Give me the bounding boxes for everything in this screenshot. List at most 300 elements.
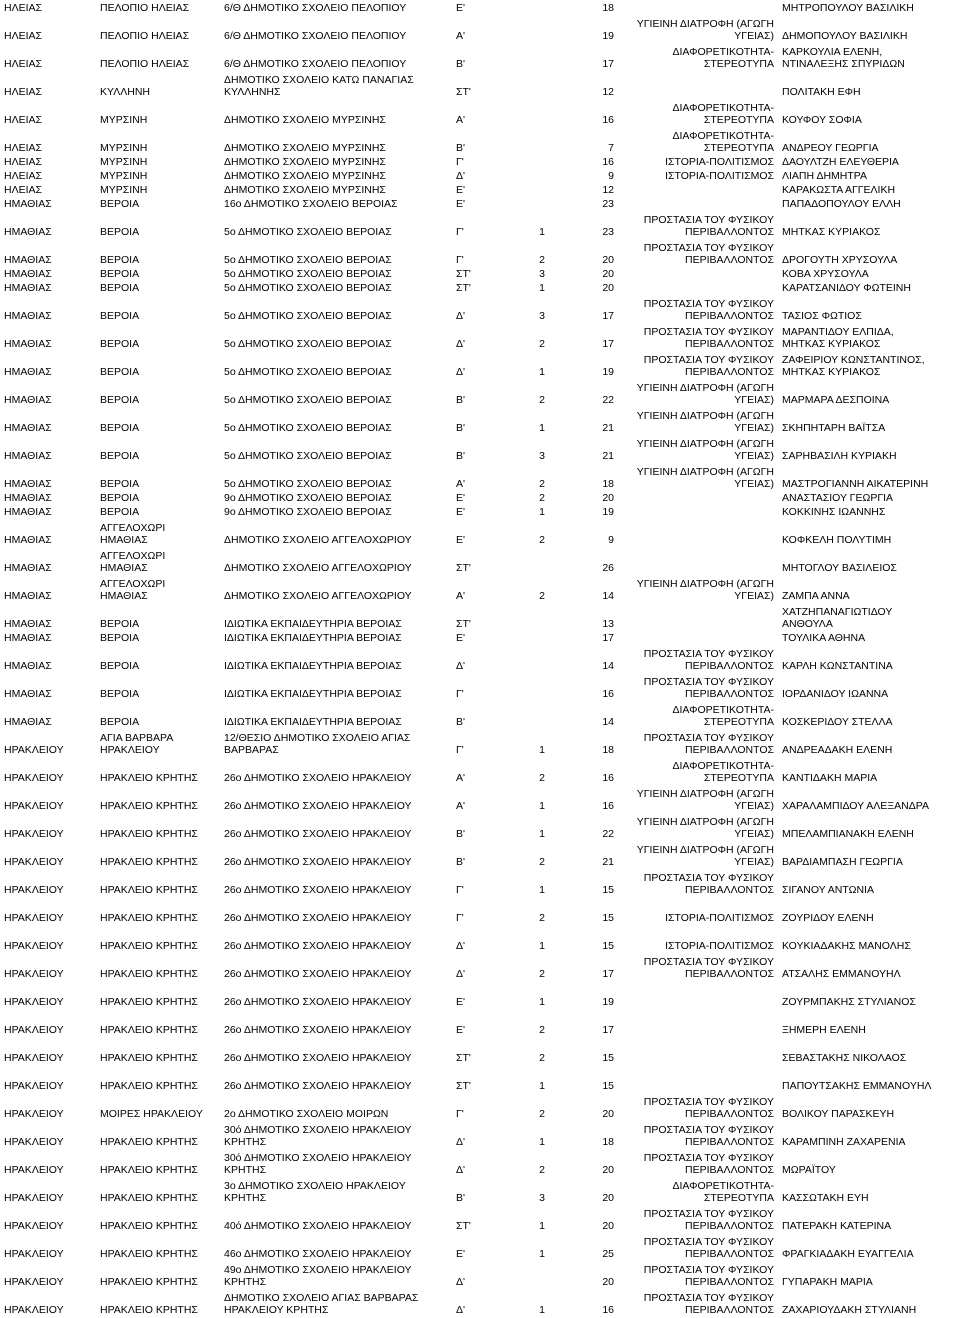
prefecture-cell: ΗΜΑΘΙΑΣ (4, 254, 52, 266)
table-row (0, 602, 960, 630)
table-row (0, 728, 960, 756)
students-cell: 20 (602, 1220, 614, 1232)
students-cell: 21 (602, 422, 614, 434)
section-cell: 2 (539, 856, 545, 868)
topic-cell: ΥΓΙΕΙΝΗ ΔΙΑΤΡΟΦΗ (ΑΓΩΓΗ ΥΓΕΙΑΣ) (636, 788, 774, 812)
area-cell: ΗΡΑΚΛΕΙΟ ΚΡΗΤΗΣ (100, 940, 198, 952)
school-cell: 5ο ΔΗΜΟΤΙΚΟ ΣΧΟΛΕΙΟ ΒΕΡΟΙΑΣ (224, 338, 392, 350)
school-cell: 2ο ΔΗΜΟΤΙΚΟ ΣΧΟΛΕΙΟ ΜΟΙΡΩΝ (224, 1108, 389, 1120)
prefecture-cell: ΗΡΑΚΛΕΙΟΥ (4, 1080, 64, 1092)
table-row (0, 812, 960, 840)
students-cell: 12 (602, 86, 614, 98)
school-cell: 5ο ΔΗΜΟΤΙΚΟ ΣΧΟΛΕΙΟ ΒΕΡΟΙΑΣ (224, 254, 392, 266)
class-cell: ΣΤ' (456, 1220, 471, 1232)
prefecture-cell: ΗΡΑΚΛΕΙΟΥ (4, 1136, 64, 1148)
topic-cell: ΔΙΑΦΟΡΕΤΙΚΟΤΗΤΑ- ΣΤΕΡΕΟΤΥΠΑ (672, 760, 774, 784)
topic-cell: ΠΡΟΣΤΑΣΙΑ ΤΟΥ ΦΥΣΙΚΟΥ ΠΕΡΙΒΑΛΛΟΝΤΟΣ (643, 676, 774, 700)
class-cell: Α' (456, 800, 466, 812)
class-cell: Ε' (456, 506, 466, 518)
topic-cell: ΔΙΑΦΟΡΕΤΙΚΟΤΗΤΑ- ΣΤΕΡΕΟΤΥΠΑ (672, 130, 774, 154)
section-cell: 1 (539, 506, 545, 518)
prefecture-cell: ΗΡΑΚΛΕΙΟΥ (4, 856, 64, 868)
prefecture-cell: ΗΜΑΘΙΑΣ (4, 688, 52, 700)
class-cell: Α' (456, 590, 466, 602)
section-cell: 2 (539, 590, 545, 602)
area-cell: ΒΕΡΟΙΑ (100, 268, 140, 280)
students-cell: 16 (602, 114, 614, 126)
teacher-cell: ΚΟΒΑ ΧΡΥΣΟΥΛΑ (782, 268, 869, 280)
students-cell: 15 (602, 1080, 614, 1092)
students-cell: 17 (602, 338, 614, 350)
table-row (0, 126, 960, 154)
area-cell: ΗΡΑΚΛΕΙΟ ΚΡΗΤΗΣ (100, 1248, 198, 1260)
school-cell: 5ο ΔΗΜΟΤΙΚΟ ΣΧΟΛΕΙΟ ΒΕΡΟΙΑΣ (224, 478, 392, 490)
section-cell: 3 (539, 450, 545, 462)
area-cell: ΗΡΑΚΛΕΙΟ ΚΡΗΤΗΣ (100, 968, 198, 980)
teacher-cell: ΣΕΒΑΣΤΑΚΗΣ ΝΙΚΟΛΑΟΣ (782, 1052, 907, 1064)
area-cell: ΒΕΡΟΙΑ (100, 198, 140, 210)
section-cell (512, 630, 572, 644)
students-cell: 17 (602, 1024, 614, 1036)
prefecture-cell: ΗΜΑΘΙΑΣ (4, 632, 52, 644)
table-row (0, 1036, 960, 1064)
topic-cell (618, 182, 778, 196)
topic-cell: ΠΡΟΣΤΑΣΙΑ ΤΟΥ ΦΥΣΙΚΟΥ ΠΕΡΙΒΑΛΛΟΝΤΟΣ (643, 1236, 774, 1260)
class-cell: ΣΤ' (456, 268, 471, 280)
school-cell: 49ο ΔΗΜΟΤΙΚΟ ΣΧΟΛΕΙΟ ΗΡΑΚΛΕΙΟΥ ΚΡΗΤΗΣ (224, 1264, 412, 1288)
class-cell: Γ' (456, 688, 464, 700)
teacher-cell: ΠΑΤΕΡΑΚΗ ΚΑΤΕΡΙΝΑ (782, 1220, 892, 1232)
prefecture-cell: ΗΜΑΘΙΑΣ (4, 492, 52, 504)
prefecture-cell: ΗΡΑΚΛΕΙΟΥ (4, 1276, 64, 1288)
table-row (0, 238, 960, 266)
area-cell: ΜΥΡΣΙΝΗ (100, 114, 148, 126)
teacher-cell: ΚΟΥΚΙΑΔΑΚΗΣ ΜΑΝΟΛΗΣ (782, 940, 911, 952)
class-cell: Δ' (456, 1276, 466, 1288)
area-cell: ΒΕΡΟΙΑ (100, 478, 140, 490)
area-cell: ΒΕΡΟΙΑ (100, 716, 140, 728)
students-cell: 25 (602, 1248, 614, 1260)
section-cell: 1 (539, 226, 545, 238)
topic-cell: ΥΓΙΕΙΝΗ ΔΙΑΤΡΟΦΗ (ΑΓΩΓΗ ΥΓΕΙΑΣ) (636, 466, 774, 490)
topic-cell: ΔΙΑΦΟΡΕΤΙΚΟΤΗΤΑ- ΣΤΕΡΕΟΤΥΠΑ (672, 102, 774, 126)
table-row (0, 1092, 960, 1120)
students-cell: 16 (602, 1304, 614, 1316)
students-cell: 7 (608, 142, 614, 154)
school-cell: 5ο ΔΗΜΟΤΙΚΟ ΣΧΟΛΕΙΟ ΒΕΡΟΙΑΣ (224, 268, 392, 280)
topic-cell (618, 70, 778, 98)
section-cell: 2 (539, 912, 545, 924)
teacher-cell: ΦΡΑΓΚΙΑΔΑΚΗ ΕΥΑΓΓΕΛΙΑ (782, 1248, 914, 1260)
teacher-cell: ΞΗΜΕΡΗ ΕΛΕΝΗ (782, 1024, 866, 1036)
topic-cell (618, 266, 778, 280)
class-cell: ΣΤ' (456, 1080, 471, 1092)
prefecture-cell: ΗΡΑΚΛΕΙΟΥ (4, 1164, 64, 1176)
class-cell: Δ' (456, 170, 466, 182)
area-cell: ΒΕΡΟΙΑ (100, 450, 140, 462)
prefecture-cell: ΗΡΑΚΛΕΙΟΥ (4, 1220, 64, 1232)
section-cell: 2 (539, 1108, 545, 1120)
class-cell: Ε' (456, 1024, 466, 1036)
school-cell: 26ο ΔΗΜΟΤΙΚΟ ΣΧΟΛΕΙΟ ΗΡΑΚΛΕΙΟΥ (224, 912, 412, 924)
topic-cell: ΔΙΑΦΟΡΕΤΙΚΟΤΗΤΑ- ΣΤΕΡΕΟΤΥΠΑ (672, 1180, 774, 1204)
section-cell: 3 (539, 310, 545, 322)
table-row (0, 266, 960, 280)
teacher-cell: ΤΟΥΛΙΚΑ ΑΘΗΝΑ (782, 632, 866, 644)
area-cell: ΜΥΡΣΙΝΗ (100, 170, 148, 182)
students-cell: 17 (602, 58, 614, 70)
prefecture-cell: ΗΜΑΘΙΑΣ (4, 366, 52, 378)
class-cell: Α' (456, 772, 466, 784)
section-cell (512, 42, 572, 70)
students-cell: 20 (602, 492, 614, 504)
school-cell: 40ό ΔΗΜΟΤΙΚΟ ΣΧΟΛΕΙΟ ΗΡΑΚΛΕΙΟΥ (224, 1220, 412, 1232)
teacher-cell: ΚΑΡΚΟΥΛΙΑ ΕΛΕΝΗ, ΝΤΙΝΑΛΕΞΗΣ ΣΠΥΡΙΔΩΝ (782, 46, 905, 70)
school-cell: 5ο ΔΗΜΟΤΙΚΟ ΣΧΟΛΕΙΟ ΒΕΡΟΙΑΣ (224, 422, 392, 434)
teacher-cell: ΑΝΑΣΤΑΣΙΟΥ ΓΕΩΡΓΙΑ (782, 492, 894, 504)
teacher-cell: ΚΟΦΚΕΛΗ ΠΟΛΥΤΙΜΗ (782, 534, 892, 546)
section-cell (512, 700, 572, 728)
students-cell: 19 (602, 366, 614, 378)
section-cell: 2 (539, 1024, 545, 1036)
area-cell: ΗΡΑΚΛΕΙΟ ΚΡΗΤΗΣ (100, 1052, 198, 1064)
students-cell: 12 (602, 184, 614, 196)
class-cell: Δ' (456, 366, 466, 378)
class-cell: Β' (456, 142, 466, 154)
teacher-cell: ΚΟΣΚΕΡΙΔΟΥ ΣΤΕΛΛΑ (782, 716, 893, 728)
prefecture-cell: ΗΛΕΙΑΣ (4, 184, 43, 196)
teacher-cell: ΖΑΜΠΑ ΑΝΝΑ (782, 590, 850, 602)
table-row (0, 1204, 960, 1232)
topic-cell (618, 980, 778, 1008)
topic-cell: ΥΓΙΕΙΝΗ ΔΙΑΤΡΟΦΗ (ΑΓΩΓΗ ΥΓΕΙΑΣ) (636, 438, 774, 462)
area-cell: ΑΓΙΑ ΒΑΡΒΑΡΑ ΗΡΑΚΛΕΙΟΥ (100, 732, 174, 756)
school-cell: ΔΗΜΟΤΙΚΟ ΣΧΟΛΕΙΟ ΑΓΙΑΣ ΒΑΡΒΑΡΑΣ ΗΡΑΚΛΕΙΟΥ ΚΡΗΤΗΣ (224, 1292, 419, 1316)
class-cell: Δ' (456, 1304, 466, 1316)
teacher-cell: ΒΑΡΔΙΑΜΠΑΣΗ ΓΕΩΡΓΙΑ (782, 856, 903, 868)
class-cell: Γ' (456, 254, 464, 266)
class-cell: Β' (456, 856, 466, 868)
table-row (0, 574, 960, 602)
school-cell: 46ο ΔΗΜΟΤΙΚΟ ΣΧΟΛΕΙΟ ΗΡΑΚΛΕΙΟΥ (224, 1248, 412, 1260)
teacher-cell: ΖΟΥΡΙΔΟΥ ΕΛΕΝΗ (782, 912, 874, 924)
topic-cell: ΠΡΟΣΤΑΣΙΑ ΤΟΥ ΦΥΣΙΚΟΥ ΠΕΡΙΒΑΛΛΟΝΤΟΣ (643, 1124, 774, 1148)
area-cell: ΑΓΓΕΛΟΧΩΡΙ ΗΜΑΘΙΑΣ (100, 522, 166, 546)
section-cell: 2 (539, 394, 545, 406)
section-cell (512, 14, 572, 42)
teacher-cell: ΜΑΡΜΑΡΑ ΔΕΣΠΟΙΝΑ (782, 394, 890, 406)
students-cell: 15 (602, 884, 614, 896)
section-cell (512, 0, 572, 14)
prefecture-cell: ΗΛΕΙΑΣ (4, 114, 43, 126)
class-cell: Δ' (456, 660, 466, 672)
teacher-cell: ΑΝΔΡΕΑΔΑΚΗ ΕΛΕΝΗ (782, 744, 893, 756)
section-cell: 2 (539, 1164, 545, 1176)
students-cell: 18 (602, 744, 614, 756)
students-cell: 19 (602, 506, 614, 518)
table-row (0, 1064, 960, 1092)
area-cell: ΜΥΡΣΙΝΗ (100, 184, 148, 196)
topic-cell: ΠΡΟΣΤΑΣΙΑ ΤΟΥ ΦΥΣΙΚΟΥ ΠΕΡΙΒΑΛΛΟΝΤΟΣ (643, 1096, 774, 1120)
area-cell: ΒΕΡΟΙΑ (100, 394, 140, 406)
area-cell: ΗΡΑΚΛΕΙΟ ΚΡΗΤΗΣ (100, 912, 198, 924)
students-cell: 13 (602, 618, 614, 630)
class-cell: Α' (456, 30, 466, 42)
students-cell: 21 (602, 450, 614, 462)
section-cell: 2 (539, 1052, 545, 1064)
topic-cell (618, 630, 778, 644)
table-row (0, 1120, 960, 1148)
class-cell: Δ' (456, 310, 466, 322)
teacher-cell: ΖΟΥΡΜΠΑΚΗΣ ΣΤΥΛΙΑΝΟΣ (782, 996, 916, 1008)
table-row (0, 784, 960, 812)
table-row (0, 70, 960, 98)
topic-cell: ΙΣΤΟΡΙΑ-ΠΟΛΙΤΙΣΜΟΣ (665, 940, 774, 952)
prefecture-cell: ΗΜΑΘΙΑΣ (4, 226, 52, 238)
teacher-cell: ΜΗΤΡΟΠΟΥΛΟΥ ΒΑΣΙΛΙΚΗ (782, 2, 914, 14)
section-cell (512, 126, 572, 154)
prefecture-cell: ΗΡΑΚΛΕΙΟΥ (4, 744, 64, 756)
section-cell: 1 (539, 996, 545, 1008)
table-row (0, 182, 960, 196)
topic-cell (618, 602, 778, 630)
prefecture-cell: ΗΡΑΚΛΕΙΟΥ (4, 884, 64, 896)
prefecture-cell: ΗΛΕΙΑΣ (4, 142, 43, 154)
class-cell: Ε' (456, 1248, 466, 1260)
section-cell (512, 672, 572, 700)
table-row (0, 1232, 960, 1260)
school-cell: 26ο ΔΗΜΟΤΙΚΟ ΣΧΟΛΕΙΟ ΗΡΑΚΛΕΙΟΥ (224, 800, 412, 812)
topic-cell: ΠΡΟΣΤΑΣΙΑ ΤΟΥ ΦΥΣΙΚΟΥ ΠΕΡΙΒΑΛΛΟΝΤΟΣ (643, 872, 774, 896)
class-cell: Β' (456, 422, 466, 434)
school-cell: ΔΗΜΟΤΙΚΟ ΣΧΟΛΕΙΟ ΚΑΤΩ ΠΑΝΑΓΙΑΣ ΚΥΛΛΗΝΗΣ (224, 74, 414, 98)
table-row (0, 322, 960, 350)
area-cell: ΠΕΛΟΠΙΟ ΗΛΕΙΑΣ (100, 58, 190, 70)
school-cell: 9ο ΔΗΜΟΤΙΚΟ ΣΧΟΛΕΙΟ ΒΕΡΟΙΑΣ (224, 492, 392, 504)
table-row (0, 518, 960, 546)
topic-cell (618, 280, 778, 294)
students-cell: 15 (602, 940, 614, 952)
section-cell (512, 154, 572, 168)
teacher-cell: ΣΚΗΠΗΤΑΡΗ ΒΑΪΤΣΑ (782, 422, 886, 434)
table-row (0, 42, 960, 70)
prefecture-cell: ΗΛΕΙΑΣ (4, 86, 43, 98)
teacher-cell: ΖΑΦΕΙΡΙΟΥ ΚΩΝΣΤΑΝΤΙΝΟΣ, ΜΗΤΚΑΣ ΚΥΡΙΑΚΟΣ (782, 354, 925, 378)
topic-cell (618, 546, 778, 574)
school-cell: ΔΗΜΟΤΙΚΟ ΣΧΟΛΕΙΟ ΑΓΓΕΛΟΧΩΡΙΟΥ (224, 534, 412, 546)
table-row (0, 672, 960, 700)
table-row (0, 98, 960, 126)
school-cell: 30ό ΔΗΜΟΤΙΚΟ ΣΧΟΛΕΙΟ ΗΡΑΚΛΕΙΟΥ ΚΡΗΤΗΣ (224, 1152, 412, 1176)
area-cell: ΜΥΡΣΙΝΗ (100, 156, 148, 168)
students-cell: 19 (602, 996, 614, 1008)
topic-cell: ΠΡΟΣΤΑΣΙΑ ΤΟΥ ΦΥΣΙΚΟΥ ΠΕΡΙΒΑΛΛΟΝΤΟΣ (643, 956, 774, 980)
school-cell: 6/Θ ΔΗΜΟΤΙΚΟ ΣΧΟΛΕΙΟ ΠΕΛΟΠΙΟΥ (224, 30, 407, 42)
school-cell: 3ο ΔΗΜΟΤΙΚΟ ΣΧΟΛΕΙΟ ΗΡΑΚΛΕΙΟΥ ΚΡΗΤΗΣ (224, 1180, 406, 1204)
area-cell: ΒΕΡΟΙΑ (100, 492, 140, 504)
prefecture-cell: ΗΛΕΙΑΣ (4, 170, 43, 182)
teacher-cell: ΔΑΟΥΛΤΖΗ ΕΛΕΥΘΕΡΙΑ (782, 156, 899, 168)
prefecture-cell: ΗΛΕΙΑΣ (4, 2, 43, 14)
section-cell: 1 (539, 422, 545, 434)
topic-cell (618, 504, 778, 518)
class-cell: Β' (456, 828, 466, 840)
students-cell: 14 (602, 590, 614, 602)
prefecture-cell: ΗΜΑΘΙΑΣ (4, 660, 52, 672)
prefecture-cell: ΗΜΑΘΙΑΣ (4, 590, 52, 602)
school-cell: ΙΔΙΩΤΙΚΑ ΕΚΠΑΙΔΕΥΤΗΡΙΑ ΒΕΡΟΙΑΣ (224, 632, 402, 644)
area-cell: ΠΕΛΟΠΙΟ ΗΛΕΙΑΣ (100, 2, 190, 14)
teacher-cell: ΜΠΕΛΑΜΠΙΑΝΑΚΗ ΕΛΕΝΗ (782, 828, 914, 840)
class-cell: Δ' (456, 1136, 466, 1148)
table-row (0, 490, 960, 504)
topic-cell: ΠΡΟΣΤΑΣΙΑ ΤΟΥ ΦΥΣΙΚΟΥ ΠΕΡΙΒΑΛΛΟΝΤΟΣ (643, 214, 774, 238)
section-cell (512, 1260, 572, 1288)
prefecture-cell: ΗΡΑΚΛΕΙΟΥ (4, 1108, 64, 1120)
section-cell: 1 (539, 800, 545, 812)
teacher-cell: ΚΑΡΑΜΠΙΝΗ ΖΑΧΑΡΕΝΙΑ (782, 1136, 906, 1148)
area-cell: ΗΡΑΚΛΕΙΟ ΚΡΗΤΗΣ (100, 1220, 198, 1232)
section-cell (512, 644, 572, 672)
prefecture-cell: ΗΡΑΚΛΕΙΟΥ (4, 1304, 64, 1316)
class-cell: Ε' (456, 534, 466, 546)
section-cell: 1 (539, 1248, 545, 1260)
teacher-cell: ΚΟΚΚΙΝΗΣ ΙΩΑΝΝΗΣ (782, 506, 886, 518)
teacher-cell: ΠΟΛΙΤΑΚΗ ΕΦΗ (782, 86, 861, 98)
section-cell (512, 98, 572, 126)
section-cell: 1 (539, 744, 545, 756)
section-cell (512, 546, 572, 574)
topic-cell: ΥΓΙΕΙΝΗ ΔΙΑΤΡΟΦΗ (ΑΓΩΓΗ ΥΓΕΙΑΣ) (636, 18, 774, 42)
class-cell: Γ' (456, 156, 464, 168)
table-row (0, 196, 960, 210)
school-cell: 26ο ΔΗΜΟΤΙΚΟ ΣΧΟΛΕΙΟ ΗΡΑΚΛΕΙΟΥ (224, 996, 412, 1008)
area-cell: ΑΓΓΕΛΟΧΩΡΙ ΗΜΑΘΙΑΣ (100, 550, 166, 574)
class-cell: Δ' (456, 1164, 466, 1176)
teacher-cell: ΧΑΤΖΗΠΑΝΑΓΙΩΤΙΔΟΥ ΑΝΘΟΥΛΑ (782, 606, 893, 630)
table-row (0, 896, 960, 924)
school-cell: ΙΔΙΩΤΙΚΑ ΕΚΠΑΙΔΕΥΤΗΡΙΑ ΒΕΡΟΙΑΣ (224, 688, 402, 700)
teacher-cell: ΜΗΤΟΓΛΟΥ ΒΑΣΙΛΕΙΟΣ (782, 562, 897, 574)
table-row (0, 154, 960, 168)
area-cell: ΗΡΑΚΛΕΙΟ ΚΡΗΤΗΣ (100, 1080, 198, 1092)
section-cell: 1 (539, 1220, 545, 1232)
section-cell: 1 (539, 1304, 545, 1316)
topic-cell: ΠΡΟΣΤΑΣΙΑ ΤΟΥ ΦΥΣΙΚΟΥ ΠΕΡΙΒΑΛΛΟΝΤΟΣ (643, 1292, 774, 1316)
table-row (0, 0, 960, 14)
table-row (0, 294, 960, 322)
area-cell: ΗΡΑΚΛΕΙΟ ΚΡΗΤΗΣ (100, 1024, 198, 1036)
table-row (0, 168, 960, 182)
area-cell: ΒΕΡΟΙΑ (100, 688, 140, 700)
section-cell: 3 (539, 1192, 545, 1204)
prefecture-cell: ΗΡΑΚΛΕΙΟΥ (4, 800, 64, 812)
students-cell: 9 (608, 534, 614, 546)
table-row (0, 210, 960, 238)
prefecture-cell: ΗΡΑΚΛΕΙΟΥ (4, 828, 64, 840)
prefecture-cell: ΗΜΑΘΙΑΣ (4, 310, 52, 322)
area-cell: ΠΕΛΟΠΙΟ ΗΛΕΙΑΣ (100, 30, 190, 42)
students-cell: 20 (602, 268, 614, 280)
section-cell: 1 (539, 828, 545, 840)
school-cell: 26ο ΔΗΜΟΤΙΚΟ ΣΧΟΛΕΙΟ ΗΡΑΚΛΕΙΟΥ (224, 856, 412, 868)
prefecture-cell: ΗΜΑΘΙΑΣ (4, 562, 52, 574)
topic-cell: ΠΡΟΣΤΑΣΙΑ ΤΟΥ ΦΥΣΙΚΟΥ ΠΕΡΙΒΑΛΛΟΝΤΟΣ (643, 1264, 774, 1288)
prefecture-cell: ΗΜΑΘΙΑΣ (4, 534, 52, 546)
class-cell: ΣΤ' (456, 618, 471, 630)
section-cell (512, 602, 572, 630)
area-cell: ΗΡΑΚΛΕΙΟ ΚΡΗΤΗΣ (100, 1164, 198, 1176)
prefecture-cell: ΗΡΑΚΛΕΙΟΥ (4, 1192, 64, 1204)
prefecture-cell: ΗΛΕΙΑΣ (4, 30, 43, 42)
students-cell: 16 (602, 156, 614, 168)
topic-cell: ΥΓΙΕΙΝΗ ΔΙΑΤΡΟΦΗ (ΑΓΩΓΗ ΥΓΕΙΑΣ) (636, 816, 774, 840)
teacher-cell: ΛΙΑΠΗ ΔΗΜΗΤΡΑ (782, 170, 868, 182)
table-row (0, 630, 960, 644)
table-row (0, 504, 960, 518)
prefecture-cell: ΗΡΑΚΛΕΙΟΥ (4, 996, 64, 1008)
area-cell: ΗΡΑΚΛΕΙΟ ΚΡΗΤΗΣ (100, 772, 198, 784)
table-row (0, 462, 960, 490)
area-cell: ΒΕΡΟΙΑ (100, 422, 140, 434)
teacher-cell: ΙΟΡΔΑΝΙΔΟΥ ΙΩΑΝΝΑ (782, 688, 889, 700)
students-cell: 15 (602, 1052, 614, 1064)
prefecture-cell: ΗΡΑΚΛΕΙΟΥ (4, 1052, 64, 1064)
school-cell: 26ο ΔΗΜΟΤΙΚΟ ΣΧΟΛΕΙΟ ΗΡΑΚΛΕΙΟΥ (224, 968, 412, 980)
school-cell: 6/Θ ΔΗΜΟΤΙΚΟ ΣΧΟΛΕΙΟ ΠΕΛΟΠΙΟΥ (224, 58, 407, 70)
class-cell: Α' (456, 114, 466, 126)
school-cell: 26ο ΔΗΜΟΤΙΚΟ ΣΧΟΛΕΙΟ ΗΡΑΚΛΕΙΟΥ (224, 772, 412, 784)
class-cell: Γ' (456, 744, 464, 756)
topic-cell: ΠΡΟΣΤΑΣΙΑ ΤΟΥ ΦΥΣΙΚΟΥ ΠΕΡΙΒΑΛΛΟΝΤΟΣ (643, 1152, 774, 1176)
school-cell: ΔΗΜΟΤΙΚΟ ΣΧΟΛΕΙΟ ΜΥΡΣΙΝΗΣ (224, 142, 386, 154)
table-row (0, 924, 960, 952)
area-cell: ΚΥΛΛΗΝΗ (100, 86, 151, 98)
area-cell: ΒΕΡΟΙΑ (100, 660, 140, 672)
class-cell: ΣΤ' (456, 562, 471, 574)
class-cell: Ε' (456, 492, 466, 504)
topic-cell: ΙΣΤΟΡΙΑ-ΠΟΛΙΤΙΣΜΟΣ (665, 170, 774, 182)
students-cell: 21 (602, 856, 614, 868)
students-cell: 16 (602, 772, 614, 784)
school-cell: 26ο ΔΗΜΟΤΙΚΟ ΣΧΟΛΕΙΟ ΗΡΑΚΛΕΙΟΥ (224, 1024, 412, 1036)
topic-cell: ΠΡΟΣΤΑΣΙΑ ΤΟΥ ΦΥΣΙΚΟΥ ΠΕΡΙΒΑΛΛΟΝΤΟΣ (643, 732, 774, 756)
table-row (0, 700, 960, 728)
area-cell: ΗΡΑΚΛΕΙΟ ΚΡΗΤΗΣ (100, 1136, 198, 1148)
school-cell: 26ο ΔΗΜΟΤΙΚΟ ΣΧΟΛΕΙΟ ΗΡΑΚΛΕΙΟΥ (224, 828, 412, 840)
class-cell: Δ' (456, 968, 466, 980)
table-row (0, 280, 960, 294)
topic-cell: ΥΓΙΕΙΝΗ ΔΙΑΤΡΟΦΗ (ΑΓΩΓΗ ΥΓΕΙΑΣ) (636, 382, 774, 406)
section-cell (512, 196, 572, 210)
class-cell: ΣΤ' (456, 282, 471, 294)
school-cell: ΔΗΜΟΤΙΚΟ ΣΧΟΛΕΙΟ ΜΥΡΣΙΝΗΣ (224, 156, 386, 168)
teacher-cell: ΑΝΔΡΕΟΥ ΓΕΩΡΓΙΑ (782, 142, 879, 154)
class-cell: Ε' (456, 996, 466, 1008)
school-cell: 9ο ΔΗΜΟΤΙΚΟ ΣΧΟΛΕΙΟ ΒΕΡΟΙΑΣ (224, 506, 392, 518)
school-cell: 5ο ΔΗΜΟΤΙΚΟ ΣΧΟΛΕΙΟ ΒΕΡΟΙΑΣ (224, 282, 392, 294)
teacher-cell: ΣΙΓΑΝΟΥ ΑΝΤΩΝΙΑ (782, 884, 874, 896)
section-cell: 2 (539, 534, 545, 546)
table-row (0, 546, 960, 574)
area-cell: ΜΥΡΣΙΝΗ (100, 142, 148, 154)
topic-cell (618, 518, 778, 546)
table-row (0, 1176, 960, 1204)
prefecture-cell: ΗΡΑΚΛΕΙΟΥ (4, 1024, 64, 1036)
prefecture-cell: ΗΜΑΘΙΑΣ (4, 618, 52, 630)
teacher-cell: ΜΗΤΚΑΣ ΚΥΡΙΑΚΟΣ (782, 226, 881, 238)
prefecture-cell: ΗΜΑΘΙΑΣ (4, 338, 52, 350)
